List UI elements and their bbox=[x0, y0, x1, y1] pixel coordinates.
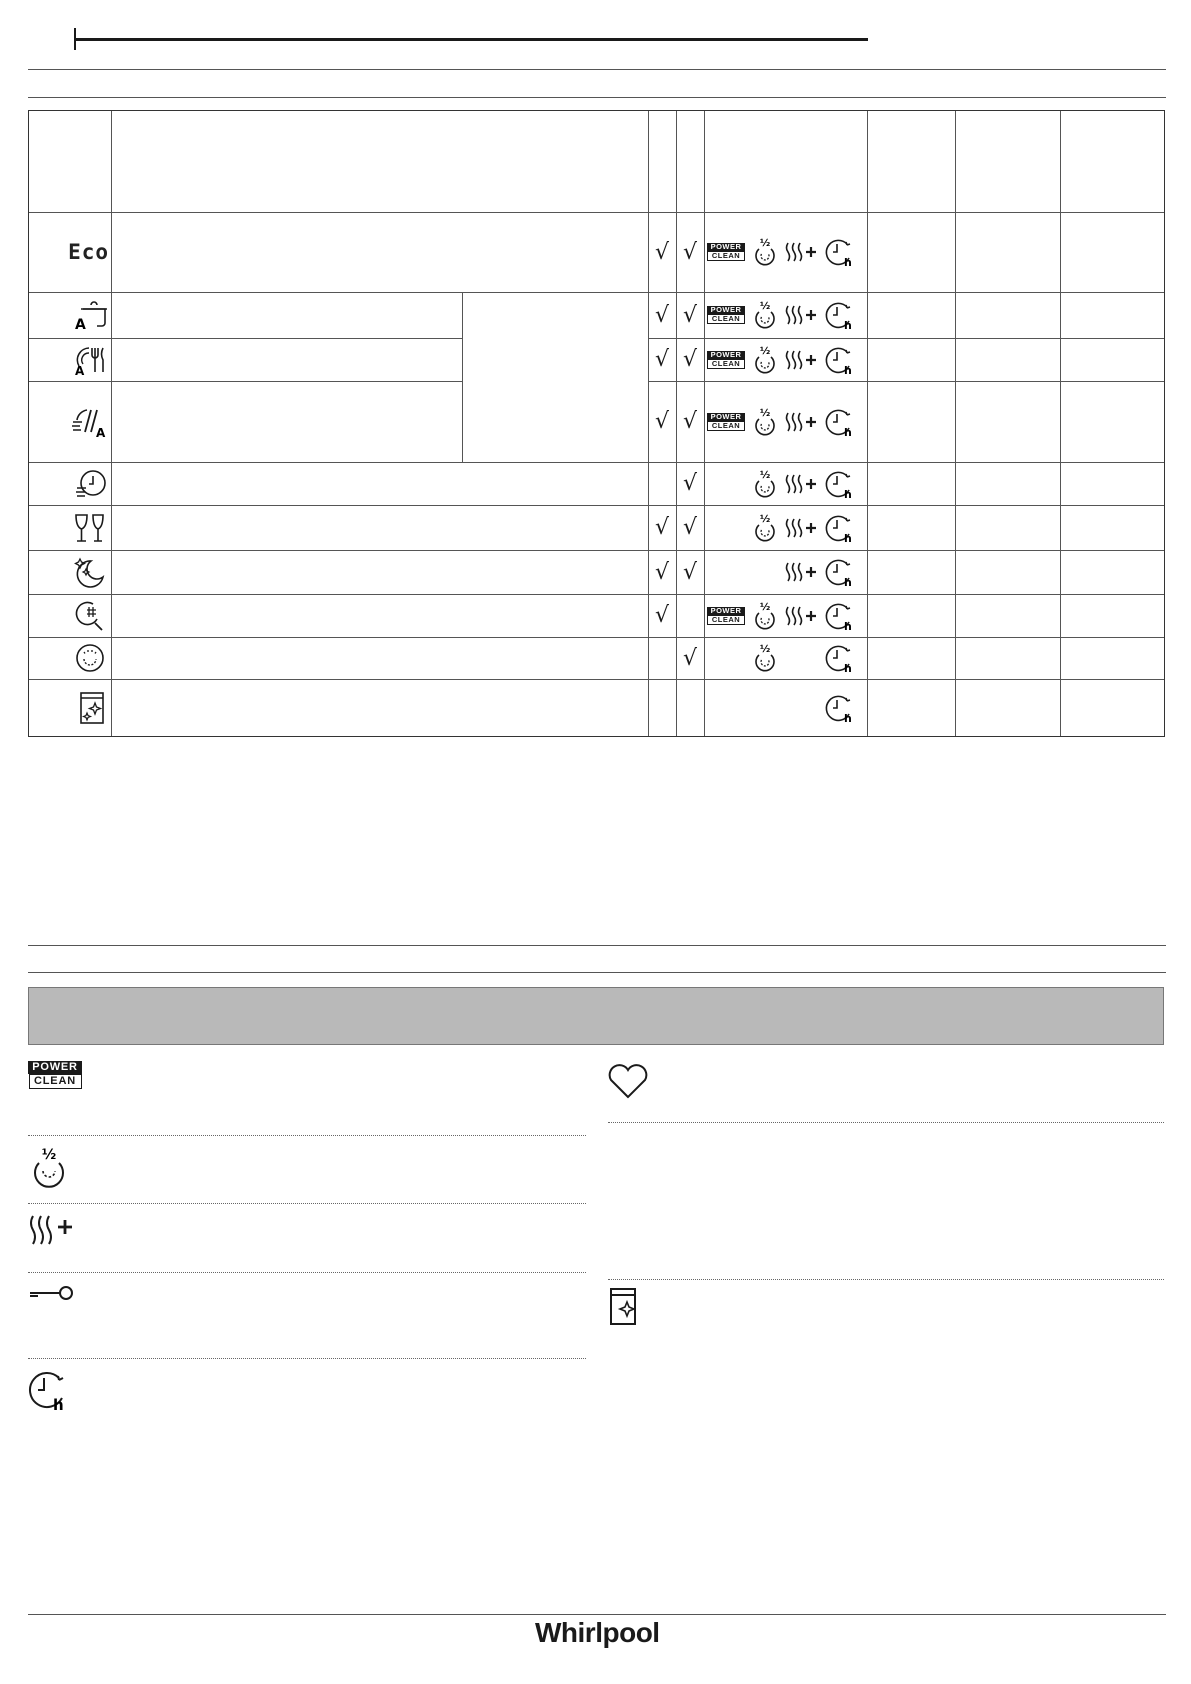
check-mark: √ bbox=[654, 347, 670, 372]
separator-dots bbox=[28, 1135, 586, 1136]
row-divider bbox=[29, 505, 1164, 506]
delay-start-icon bbox=[26, 1368, 70, 1412]
eco-programme-icon bbox=[29, 212, 111, 292]
rinse-icon bbox=[29, 637, 111, 679]
options-cell bbox=[704, 594, 889, 637]
delay-start-icon bbox=[822, 600, 856, 632]
brand-logo: Whirlpool bbox=[535, 1617, 660, 1648]
header-tick bbox=[74, 28, 76, 50]
extra-dry-icon bbox=[782, 559, 822, 585]
power-clean-icon: POWER CLEAN bbox=[28, 1060, 82, 1090]
svg-text:h: h bbox=[844, 319, 852, 331]
options-cell bbox=[704, 381, 889, 462]
power-clean-icon: POWER CLEAN bbox=[704, 607, 748, 625]
svg-text:h: h bbox=[844, 363, 852, 376]
merged-cell-divider bbox=[462, 293, 463, 462]
svg-text:½: ½ bbox=[759, 644, 771, 655]
options-header-band bbox=[28, 987, 1164, 1045]
extra-dry-icon bbox=[782, 471, 822, 497]
section-rule-2 bbox=[28, 972, 1166, 973]
half-load-icon bbox=[748, 469, 782, 499]
extra-dry-icon bbox=[782, 409, 822, 435]
svg-text:½: ½ bbox=[759, 345, 771, 357]
svg-text:A: A bbox=[96, 425, 106, 440]
check-mark: √ bbox=[654, 302, 670, 328]
svg-text:A: A bbox=[75, 363, 85, 378]
check-mark: √ bbox=[682, 347, 698, 372]
check-mark: √ bbox=[682, 302, 698, 328]
check-mark: √ bbox=[682, 409, 698, 434]
separator-dots bbox=[28, 1358, 586, 1359]
check-mark bbox=[676, 679, 704, 736]
power-clean-icon: POWER CLEAN bbox=[704, 413, 748, 431]
row-divider bbox=[29, 637, 1164, 638]
half-load-icon bbox=[748, 643, 782, 673]
row-divider bbox=[29, 550, 1164, 551]
svg-text:½: ½ bbox=[759, 513, 771, 525]
svg-text:½: ½ bbox=[759, 301, 771, 312]
wine-glasses-icon bbox=[29, 505, 111, 550]
col-divider bbox=[955, 111, 956, 736]
options-cell bbox=[704, 505, 889, 550]
check-mark: √ bbox=[682, 645, 698, 671]
check-mark: √ bbox=[682, 515, 698, 540]
delay-start-icon bbox=[822, 692, 856, 724]
check-mark: √ bbox=[682, 239, 698, 265]
options-cell bbox=[704, 550, 889, 594]
extra-dry-icon bbox=[28, 1212, 78, 1248]
separator-dots bbox=[28, 1272, 586, 1273]
half-load-icon bbox=[748, 601, 782, 631]
delay-start-icon bbox=[822, 236, 856, 268]
power-clean-icon: POWER CLEAN bbox=[704, 351, 748, 369]
delay-start-icon bbox=[822, 468, 856, 500]
check-mark: √ bbox=[654, 559, 670, 585]
svg-text:½: ½ bbox=[41, 1147, 57, 1163]
svg-text:½: ½ bbox=[759, 238, 771, 249]
heart-icon bbox=[606, 1063, 650, 1101]
svg-text:½: ½ bbox=[759, 407, 771, 419]
check-mark: √ bbox=[682, 559, 698, 585]
svg-text:h: h bbox=[844, 619, 852, 632]
svg-text:h: h bbox=[844, 487, 852, 500]
half-load-icon bbox=[748, 345, 782, 375]
row-divider bbox=[29, 679, 1164, 680]
check-mark: √ bbox=[654, 515, 670, 540]
check-mark bbox=[648, 679, 676, 736]
col-divider bbox=[111, 111, 112, 736]
extra-dry-icon bbox=[782, 347, 822, 373]
delay-start-icon bbox=[822, 299, 856, 331]
half-load-icon bbox=[28, 1145, 70, 1189]
delay-start-icon bbox=[822, 556, 856, 588]
half-load-icon bbox=[748, 407, 782, 437]
row-divider bbox=[29, 594, 1164, 595]
tablet-key-icon bbox=[28, 1282, 74, 1304]
options-cell bbox=[704, 679, 889, 736]
separator-dots bbox=[608, 1279, 1164, 1280]
sensor-search-icon bbox=[29, 594, 111, 637]
programme-table bbox=[28, 110, 1165, 737]
delay-start-icon bbox=[822, 406, 856, 438]
eco-label: Eco bbox=[68, 240, 109, 264]
svg-text:h: h bbox=[844, 576, 852, 588]
delay-start-icon bbox=[822, 512, 856, 544]
svg-text:h: h bbox=[844, 711, 852, 724]
header-bar bbox=[74, 38, 868, 41]
quick-clock-icon bbox=[29, 462, 111, 505]
options-cell bbox=[704, 338, 889, 381]
options-cell bbox=[704, 462, 889, 505]
delay-start-icon bbox=[822, 642, 856, 674]
extra-dry-icon bbox=[782, 302, 822, 328]
svg-text:½: ½ bbox=[759, 469, 771, 481]
plate-cutlery-auto-icon bbox=[29, 338, 111, 381]
check-mark: √ bbox=[654, 603, 670, 628]
svg-text:h: h bbox=[844, 425, 852, 438]
check-mark bbox=[676, 594, 704, 637]
delay-start-icon bbox=[822, 344, 856, 376]
svg-text:h: h bbox=[844, 531, 852, 544]
row-divider bbox=[29, 462, 1164, 463]
check-mark: √ bbox=[654, 239, 670, 265]
footer-rule bbox=[28, 1614, 1166, 1615]
extra-dry-icon bbox=[782, 515, 822, 541]
self-clean-icon bbox=[606, 1285, 642, 1329]
power-clean-icon: POWER CLEAN bbox=[704, 243, 748, 261]
separator-dots bbox=[28, 1203, 586, 1204]
svg-text:h: h bbox=[53, 1396, 64, 1412]
options-cell bbox=[704, 637, 889, 679]
check-mark bbox=[648, 462, 676, 505]
extra-dry-icon bbox=[782, 239, 822, 265]
svg-text:A: A bbox=[75, 317, 86, 333]
top-rule-1 bbox=[28, 69, 1166, 70]
row-divider bbox=[29, 292, 1164, 293]
col-divider bbox=[1060, 111, 1061, 736]
half-load-icon bbox=[748, 300, 782, 330]
row-divider bbox=[29, 212, 1164, 213]
half-load-icon bbox=[748, 237, 782, 267]
power-clean-icon: POWER CLEAN bbox=[704, 306, 748, 324]
section-rule-1 bbox=[28, 945, 1166, 946]
check-mark: √ bbox=[682, 471, 698, 496]
check-mark bbox=[648, 637, 676, 679]
svg-text:h: h bbox=[844, 662, 852, 674]
top-rule-2 bbox=[28, 97, 1166, 98]
night-icon bbox=[29, 550, 111, 594]
half-load-icon bbox=[748, 513, 782, 543]
options-cell bbox=[704, 292, 889, 338]
svg-text:½: ½ bbox=[759, 601, 771, 613]
self-clean-icon bbox=[29, 679, 111, 736]
svg-text:h: h bbox=[844, 256, 852, 268]
pot-auto-icon bbox=[29, 292, 111, 338]
check-mark: √ bbox=[654, 409, 670, 434]
fast-cutlery-auto-icon bbox=[29, 381, 111, 462]
options-cell bbox=[704, 212, 889, 292]
separator-dots bbox=[608, 1122, 1164, 1123]
extra-dry-icon bbox=[782, 603, 822, 629]
